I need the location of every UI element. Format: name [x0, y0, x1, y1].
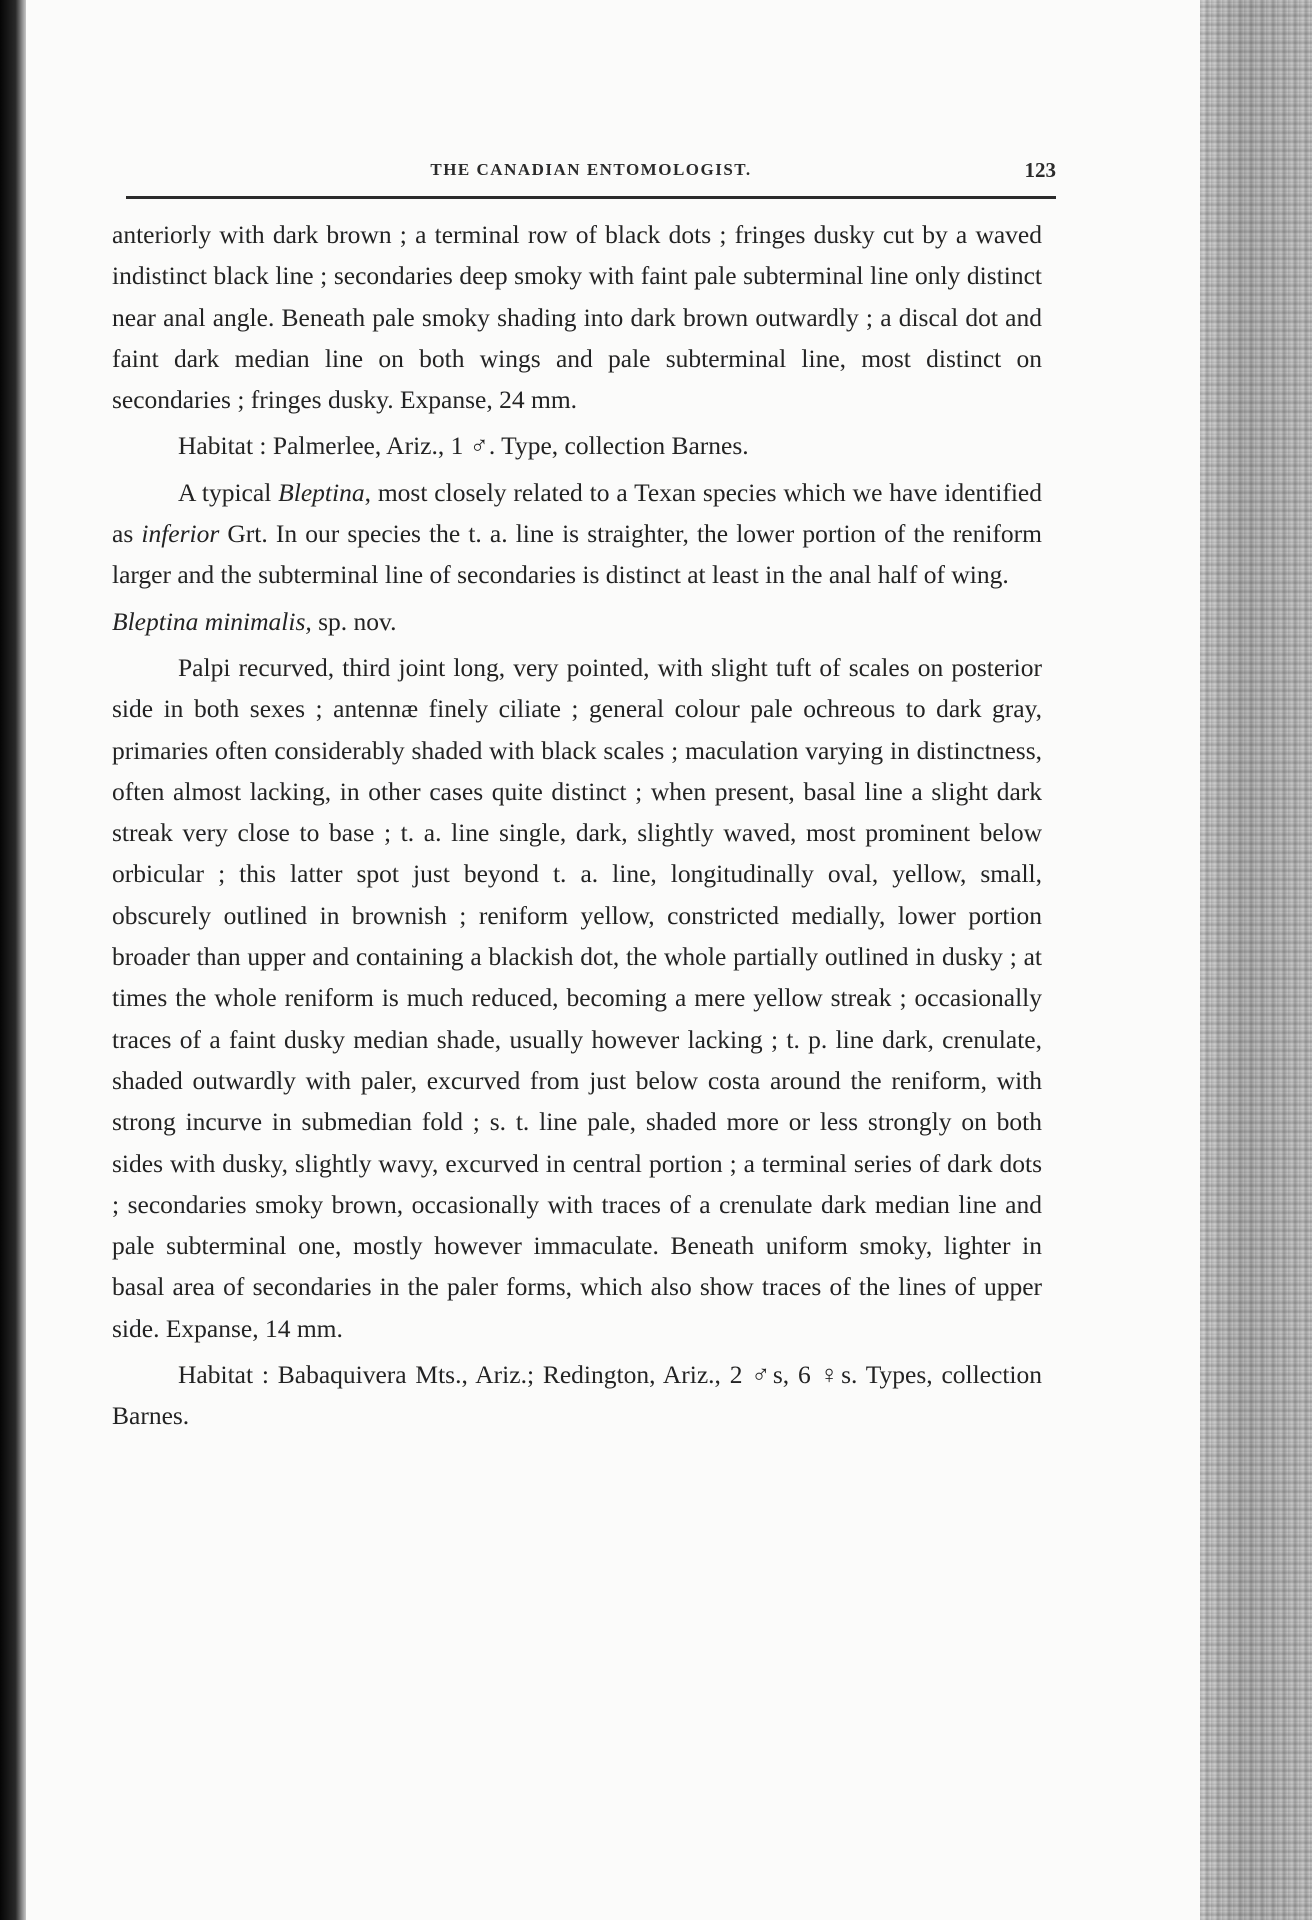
species-heading: [112, 601, 1042, 642]
page-body: [112, 214, 1042, 1442]
paragraph-remarks: [112, 472, 1042, 596]
header-rule: [126, 196, 1056, 199]
paragraph-description: Palpi recurved, third joint long, very pointed, with slight tuft of scales on posterior side in both sexes ; antennæ finely ciliate ; general colour pale ochreous to dark gray, primaries often considerably shaded with black scales ; maculation varying in distinctness, often almost lacking, in other cases quite distinct ; when present, basal line a slight dark streak very close to base ; t. a. line single, dark, slightly waved, most prominent below orbicular ; this latter spot just beyond t. a. line, longitudinally oval, yellow, small, obscurely outlined in brownish ; reniform yellow, constricted medially, lower portion broader than upper and containing a blackish dot, the whole partially outlined in dusky ; at times the whole reniform is much reduced, becoming a mere yellow streak ; occasionally traces of a faint dusky median shade, usually however lacking ; t. p. line dark, crenulate, shaded outwardly with paler, excurved from just below costa around the reniform, with strong incurve in submedian fold ; s. t. line pale, shaded more or less strongly on both sides with dusky, slightly wavy, excurved in central portion ; a terminal series of dark dots ; secondaries smoky brown, occasionally with traces of a crenulate dark median line and pale subterminal one, mostly however immaculate. Beneath uniform smoky, lighter in basal area of secondaries in the paler forms, which also show traces of the lines of upper side. Expanse, 14 mm.: [112, 652, 1042, 1343]
remarks-text-a: A typical: [178, 477, 279, 507]
paragraph-habitat-2: Habitat : Babaquivera Mts., Ariz.; Redington, Ariz., 2 ♂s, 6 ♀s. Types, collection Barnes.: [112, 1360, 1042, 1431]
genus-name: Bleptina: [278, 477, 365, 507]
species-name: inferior: [141, 519, 220, 549]
scan-left-edge: [0, 0, 26, 1920]
running-head: THE CANADIAN ENTOMOLOGIST.: [430, 160, 752, 179]
paragraph-habitat-1: Habitat : Palmerlee, Ariz., 1 ♂. Type, collection Barnes.: [178, 431, 749, 461]
remarks-text-c: Grt. In our species the t. a. line is straighter, the lower portion of the reniform larger and the subterminal line of secondaries is distinct at least in the anal half of wing.: [112, 519, 1042, 590]
remarks-text-b: , most closely related to a Texan species which we have identified as: [112, 477, 1042, 549]
page-number: 123: [1024, 158, 1056, 182]
species-heading-name: Bleptina minimalis,: [112, 606, 312, 636]
species-heading-status: sp. nov.: [311, 606, 397, 636]
paragraph-description-end: anteriorly with dark brown ; a terminal row of black dots ; fringes dusky cut by a waved indistinct black line ; secondaries deep smoky with faint pale subterminal line only distinct near anal angle. Beneath pale smoky shading into dark brown outwardly ; a discal dot and faint dark median line on both wings and pale subterminal line, most distinct on secondaries ; fringes dusky. Expanse, 24 mm.: [112, 220, 1042, 415]
scan-right-edge: [1200, 0, 1312, 1920]
page-header: [126, 160, 1056, 200]
